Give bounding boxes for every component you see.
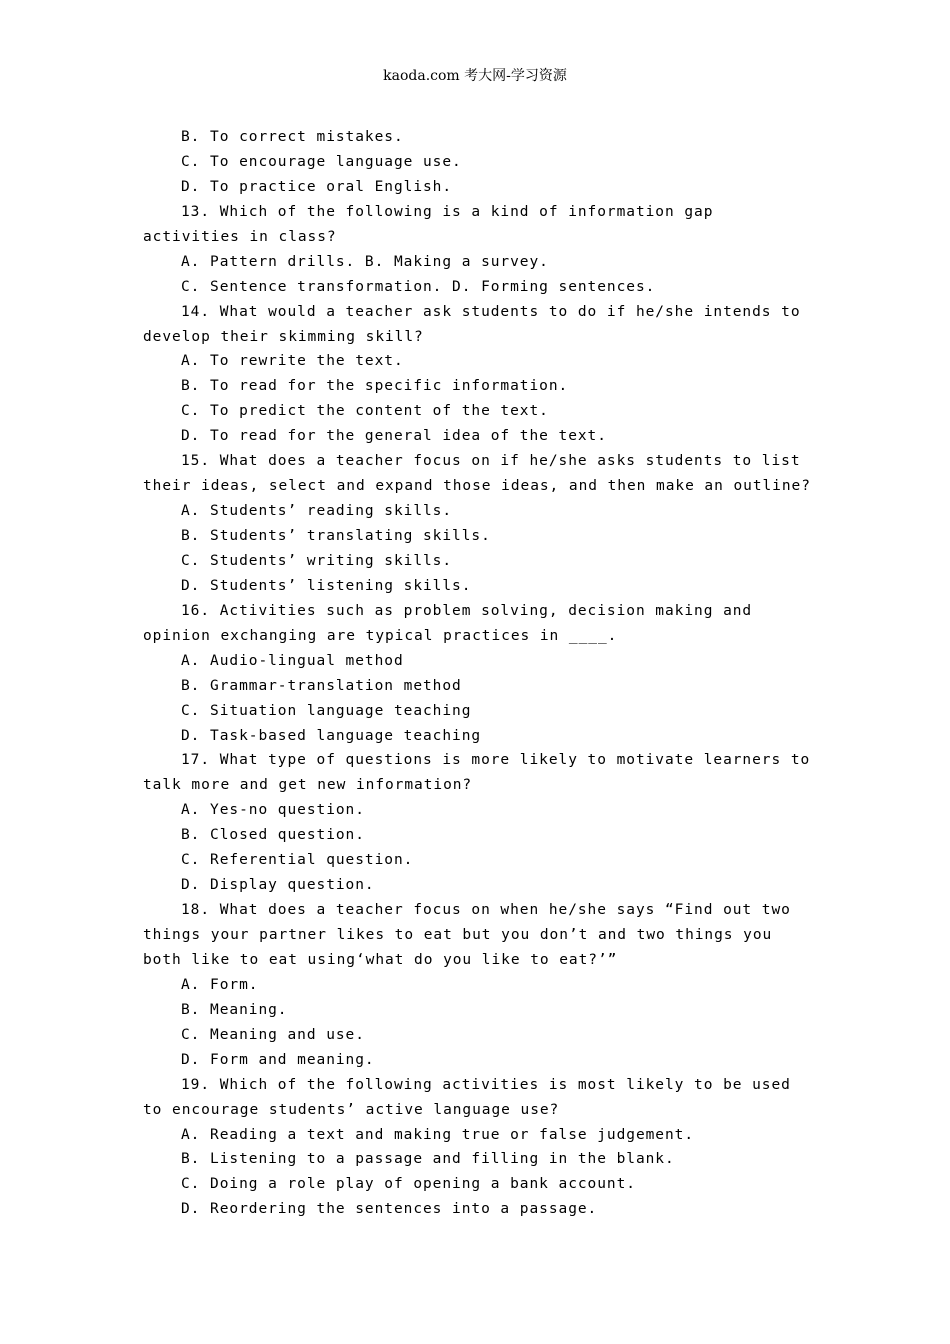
- text-line: C. Sentence transformation. D. Forming sentences.: [181, 278, 656, 295]
- text-line: D. To practice oral English.: [181, 178, 453, 195]
- text-line: 18. What does a teacher focus on when he/she says “Find out two: [181, 902, 791, 919]
- text-line: D. Students’ listening skills.: [181, 577, 472, 594]
- text-line: C. Situation language teaching: [181, 702, 472, 719]
- text-line: things your partner likes to eat but you don’t and two things you: [143, 927, 773, 943]
- text-line: A. Students’ reading skills.: [181, 503, 453, 520]
- text-line: D. Task-based language teaching: [181, 727, 482, 744]
- text-line: activities in class?: [143, 228, 337, 245]
- text-line: B. To correct mistakes.: [181, 129, 404, 145]
- text-line: B. Meaning.: [181, 1001, 288, 1018]
- text-line: 14. What would a teacher ask students to do if he/she intends to: [181, 303, 801, 320]
- text-line: C. Referential question.: [181, 852, 414, 869]
- text-line: 13. Which of the following is a kind of information gap: [181, 203, 714, 220]
- text-line: A. Reading a text and making true or false judgement.: [181, 1126, 695, 1143]
- text-line: to encourage students’ active language use?: [143, 1101, 560, 1118]
- page-header: kaoda.com 考大网-学习资源: [383, 68, 567, 84]
- text-line: A. Form.: [181, 976, 259, 993]
- text-line: 17. What type of questions is more likely to motivate learners to: [181, 752, 811, 769]
- text-line: B. Students’ translating skills.: [181, 528, 491, 544]
- text-line: 19. Which of the following activities is most likely to be used: [181, 1076, 791, 1093]
- text-line: C. To encourage language use.: [181, 153, 462, 170]
- text-line: A. Audio-lingual method: [181, 652, 404, 669]
- text-line: opinion exchanging are typical practices in ____.: [143, 627, 618, 644]
- text-line: B. Closed question.: [181, 827, 365, 844]
- text-line: C. To predict the content of the text.: [181, 403, 549, 420]
- text-line: C. Students’ writing skills.: [181, 552, 453, 569]
- document-body: [143, 125, 823, 1222]
- text-line: D. To read for the general idea of the text.: [181, 428, 607, 445]
- text-line: A. To rewrite the text.: [181, 353, 404, 370]
- text-line: B. To read for the specific information.: [181, 378, 569, 395]
- text-line: 15. What does a teacher focus on if he/she asks students to list: [181, 453, 801, 470]
- text-line: D. Reordering the sentences into a passage.: [181, 1201, 598, 1218]
- text-line: talk more and get new information?: [143, 777, 473, 794]
- text-line: their ideas, select and expand those ideas, and then make an outline?: [143, 478, 811, 495]
- text-line: C. Meaning and use.: [181, 1026, 365, 1043]
- text-line: develop their skimming skill?: [143, 328, 424, 345]
- text-line: A. Pattern drills. B. Making a survey.: [181, 253, 549, 270]
- text-line: B. Grammar-translation method: [181, 677, 462, 694]
- text-line: A. Yes-no question.: [181, 802, 365, 819]
- text-line: C. Doing a role play of opening a bank account.: [181, 1176, 636, 1193]
- text-line: 16. Activities such as problem solving, decision making and: [181, 602, 753, 619]
- text-line: both like to eat using‘what do you like to eat?’”: [143, 951, 618, 968]
- text-line: D. Display question.: [181, 877, 375, 894]
- text-line: B. Listening to a passage and filling in the blank.: [181, 1151, 675, 1168]
- text-line: D. Form and meaning.: [181, 1051, 375, 1068]
